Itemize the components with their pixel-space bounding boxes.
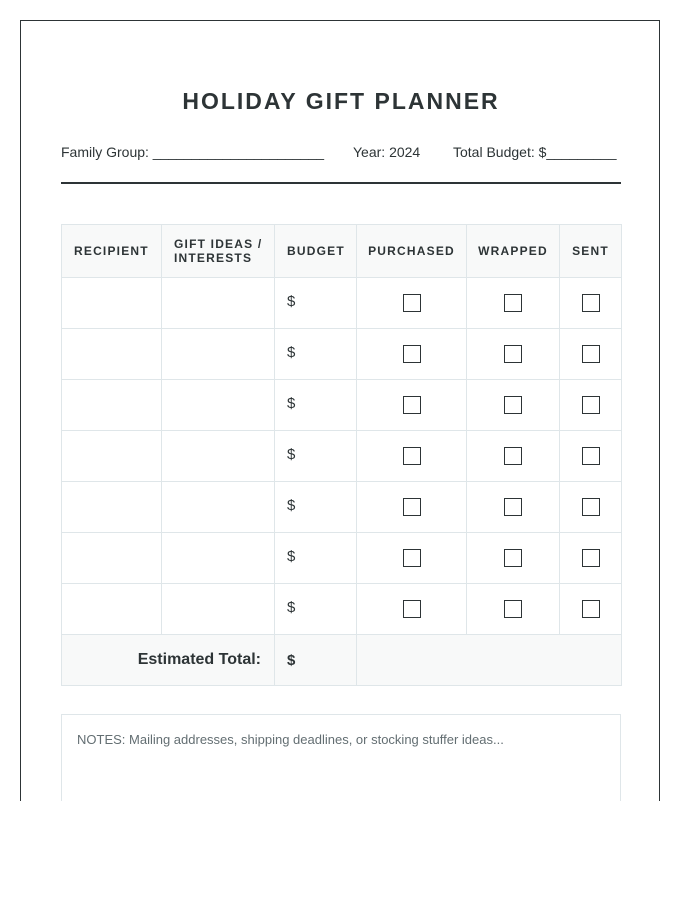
sent-cell — [560, 278, 622, 329]
budget-cell[interactable]: $ — [275, 329, 357, 380]
sent-checkbox[interactable] — [582, 498, 600, 516]
recipient-cell[interactable] — [62, 380, 162, 431]
estimated-total-value[interactable]: $ — [275, 635, 357, 686]
sent-cell — [560, 533, 622, 584]
recipient-cell[interactable] — [62, 431, 162, 482]
planner-page — [20, 20, 660, 801]
column-header-budget: BUDGET — [275, 225, 357, 278]
wrapped-cell — [467, 482, 560, 533]
table-row — [62, 482, 622, 533]
purchased-cell — [357, 278, 467, 329]
column-header-recipient: RECIPIENT — [62, 225, 162, 278]
wrapped-checkbox[interactable] — [504, 498, 522, 516]
purchased-checkbox[interactable] — [403, 294, 421, 312]
column-header-gift-ideas: GIFT IDEAS / INTERESTS — [162, 225, 275, 278]
purchased-cell — [357, 380, 467, 431]
budget-cell[interactable]: $ — [275, 380, 357, 431]
sent-checkbox[interactable] — [582, 600, 600, 618]
wrapped-checkbox[interactable] — [504, 396, 522, 414]
gift-table — [61, 224, 622, 686]
purchased-cell — [357, 533, 467, 584]
header-divider — [61, 182, 621, 184]
total-row — [62, 635, 622, 686]
wrapped-cell — [467, 533, 560, 584]
column-header-sent: SENT — [560, 225, 622, 278]
recipient-cell[interactable] — [62, 278, 162, 329]
table-header-row — [62, 225, 622, 278]
column-header-wrapped: WRAPPED — [467, 225, 560, 278]
wrapped-cell — [467, 431, 560, 482]
wrapped-cell — [467, 584, 560, 635]
page-title: HOLIDAY GIFT PLANNER — [182, 88, 500, 114]
total-budget-field[interactable]: Total Budget: $_________ — [453, 144, 617, 160]
table-row — [62, 329, 622, 380]
purchased-cell — [357, 329, 467, 380]
total-row-filler — [357, 635, 622, 686]
notes-placeholder: NOTES: Mailing addresses, shipping deadlines, or stocking stuffer ideas... — [77, 732, 504, 747]
purchased-checkbox[interactable] — [403, 498, 421, 516]
table-row — [62, 278, 622, 329]
table-row — [62, 584, 622, 635]
gift-ideas-cell[interactable] — [162, 380, 275, 431]
sent-cell — [560, 431, 622, 482]
recipient-cell[interactable] — [62, 482, 162, 533]
wrapped-cell — [467, 278, 560, 329]
sent-checkbox[interactable] — [582, 549, 600, 567]
budget-cell[interactable]: $ — [275, 584, 357, 635]
wrapped-checkbox[interactable] — [504, 549, 522, 567]
budget-cell[interactable]: $ — [275, 533, 357, 584]
table-row — [62, 431, 622, 482]
gift-ideas-cell[interactable] — [162, 329, 275, 380]
wrapped-cell — [467, 380, 560, 431]
purchased-checkbox[interactable] — [403, 549, 421, 567]
year-field[interactable]: Year: 2024 — [353, 144, 421, 160]
gift-ideas-cell[interactable] — [162, 533, 275, 584]
header-fields — [61, 142, 621, 162]
purchased-checkbox[interactable] — [403, 447, 421, 465]
sent-checkbox[interactable] — [582, 294, 600, 312]
purchased-checkbox[interactable] — [403, 345, 421, 363]
sent-cell — [560, 329, 622, 380]
sent-checkbox[interactable] — [582, 345, 600, 363]
sent-cell — [560, 380, 622, 431]
wrapped-checkbox[interactable] — [504, 294, 522, 312]
estimated-total-label: Estimated Total: — [62, 635, 275, 686]
recipient-cell[interactable] — [62, 329, 162, 380]
sent-checkbox[interactable] — [582, 396, 600, 414]
gift-ideas-cell[interactable] — [162, 278, 275, 329]
column-header-purchased: PURCHASED — [357, 225, 467, 278]
gift-ideas-cell[interactable] — [162, 431, 275, 482]
table-row — [62, 533, 622, 584]
gift-ideas-cell[interactable] — [162, 482, 275, 533]
purchased-checkbox[interactable] — [403, 396, 421, 414]
purchased-cell — [357, 431, 467, 482]
wrapped-checkbox[interactable] — [504, 600, 522, 618]
purchased-checkbox[interactable] — [403, 600, 421, 618]
notes-box[interactable] — [61, 714, 621, 801]
budget-cell[interactable]: $ — [275, 482, 357, 533]
budget-cell[interactable]: $ — [275, 278, 357, 329]
wrapped-checkbox[interactable] — [504, 345, 522, 363]
wrapped-checkbox[interactable] — [504, 447, 522, 465]
sent-cell — [560, 482, 622, 533]
family-group-field[interactable]: Family Group: ______________________ — [61, 144, 325, 160]
table-row — [62, 380, 622, 431]
gift-ideas-cell[interactable] — [162, 584, 275, 635]
sent-checkbox[interactable] — [582, 447, 600, 465]
purchased-cell — [357, 584, 467, 635]
recipient-cell[interactable] — [62, 533, 162, 584]
recipient-cell[interactable] — [62, 584, 162, 635]
wrapped-cell — [467, 329, 560, 380]
budget-cell[interactable]: $ — [275, 431, 357, 482]
sent-cell — [560, 584, 622, 635]
purchased-cell — [357, 482, 467, 533]
